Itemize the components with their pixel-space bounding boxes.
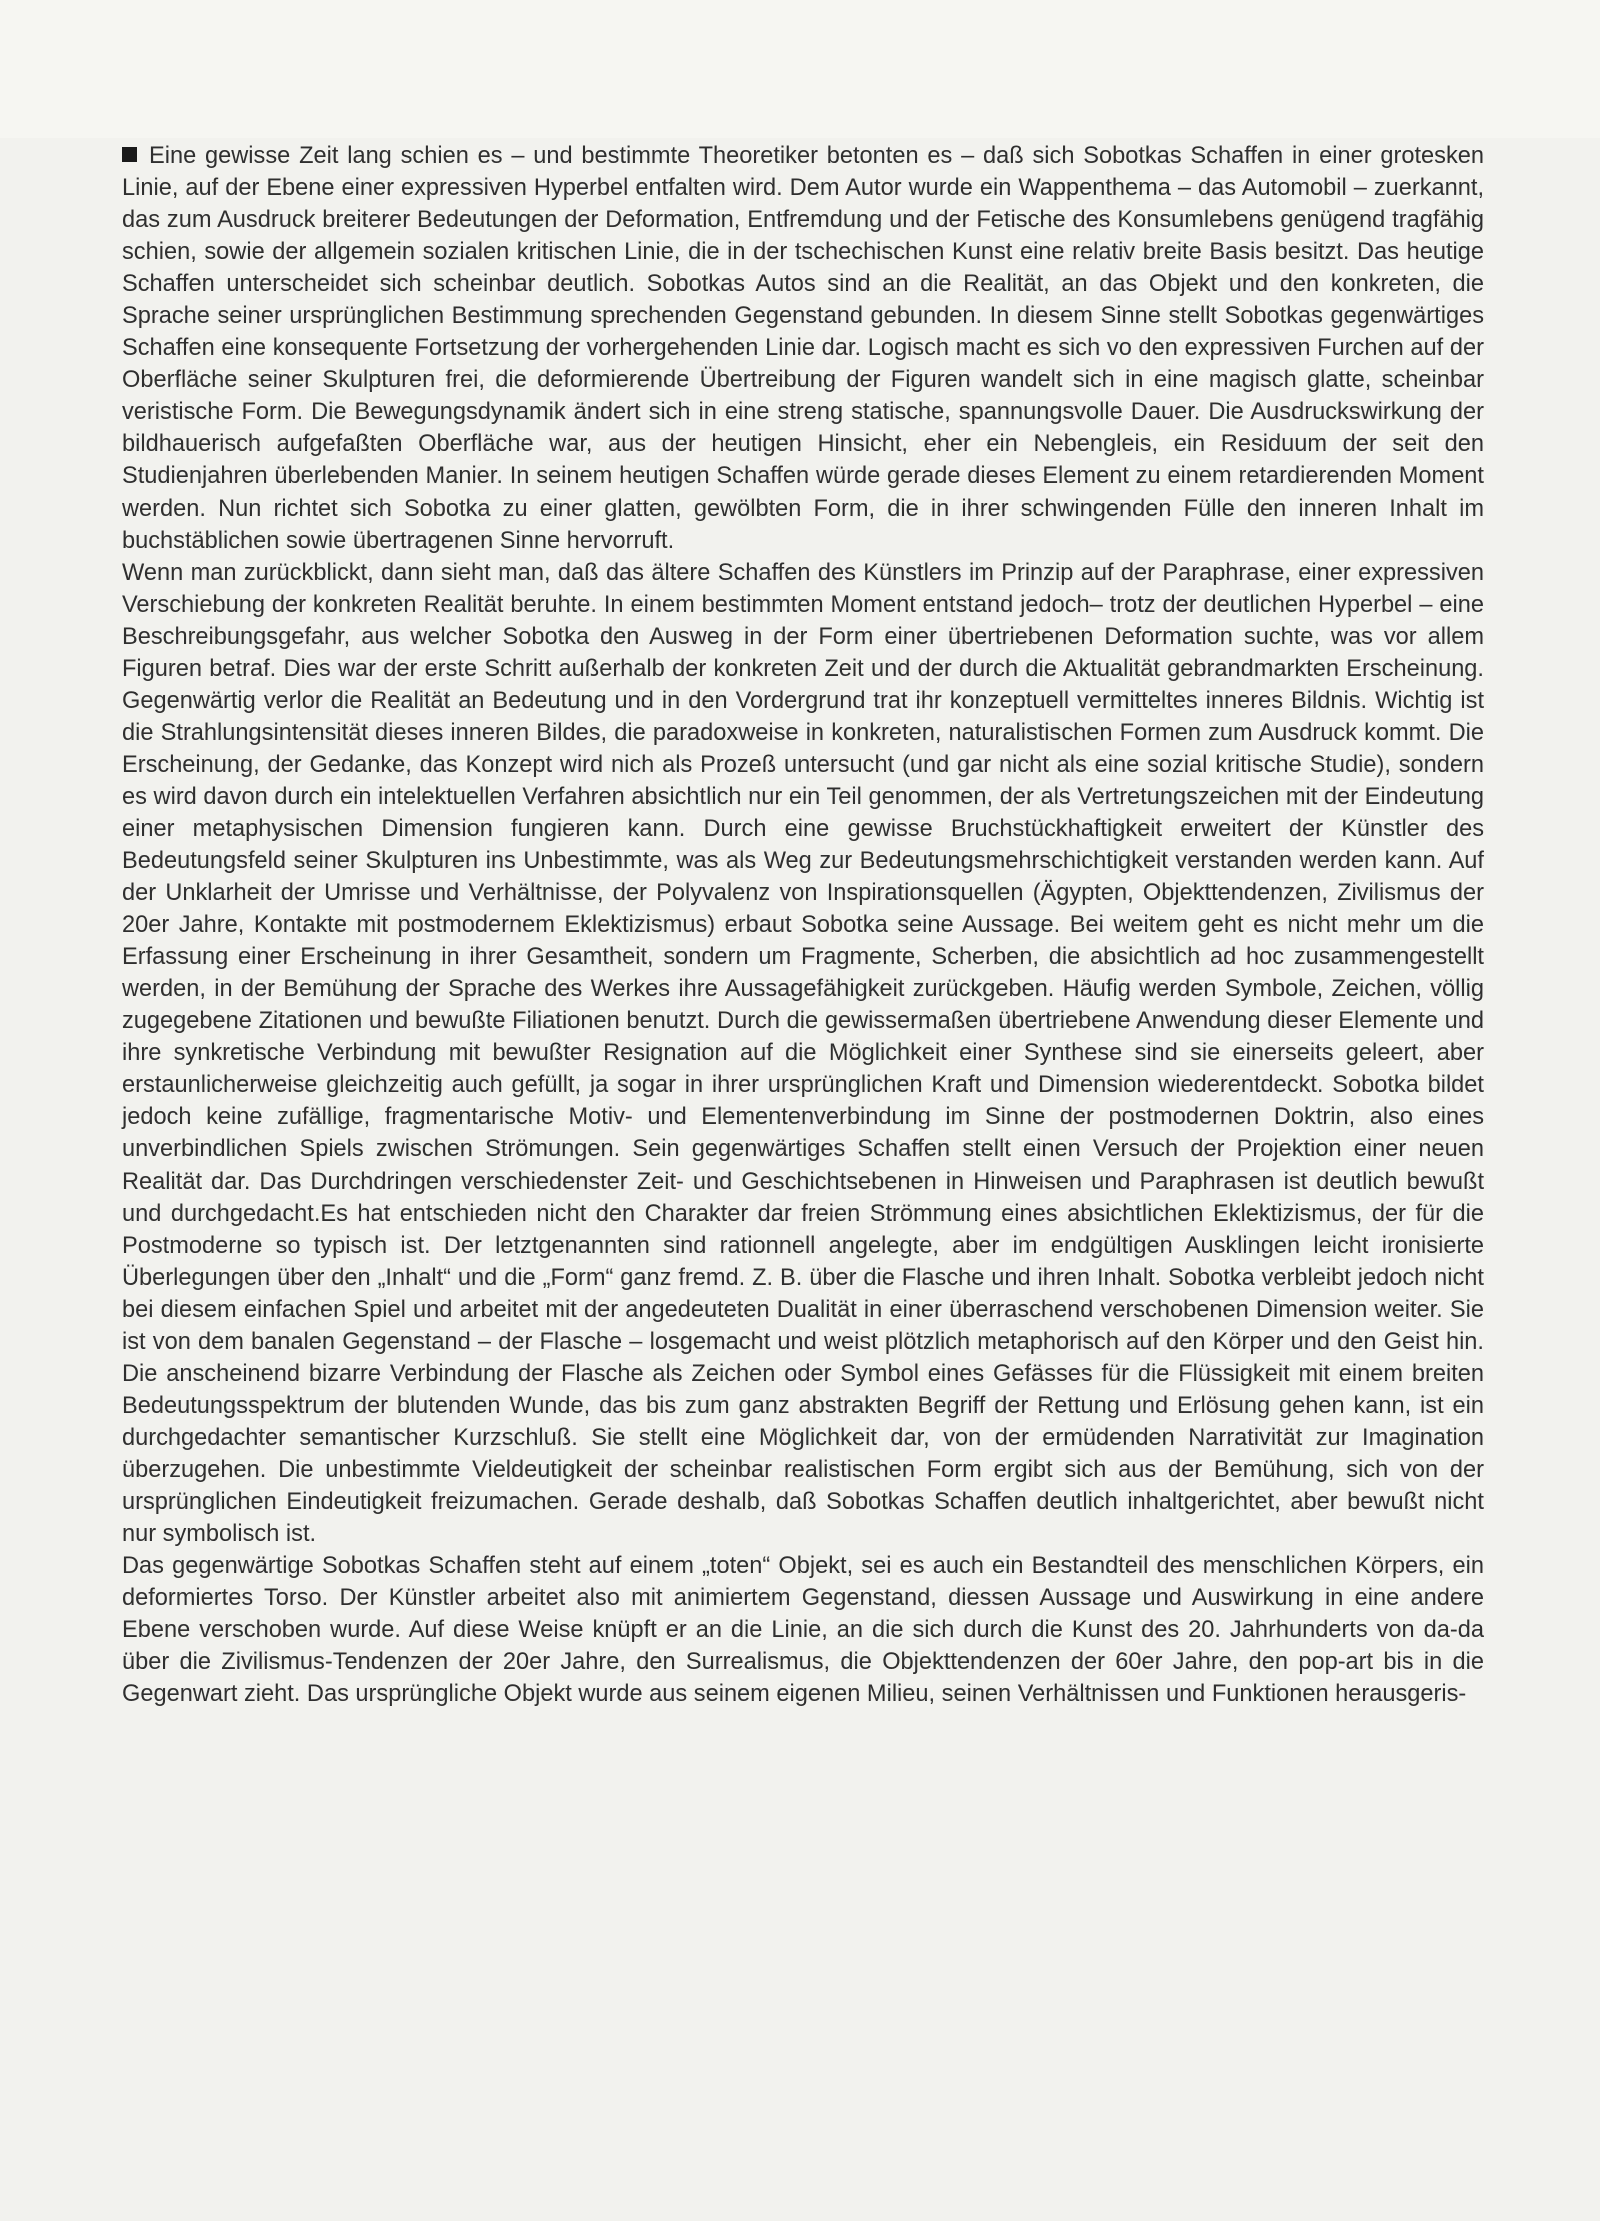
paragraph-1-text: Eine gewisse Zeit lang schien es – und bestimmte Theoretiker betonten es – daß sich Sobotkas Schaffen in einer grotesken Linie, auf der Ebene einer expressiven Hyperbel entfalten wird. Dem Autor wurde ein Wappenthema – das Automobil – zuerkannt, das zum Ausdruck breiterer Bedeutungen der Deformation, Entfremdung und der Fetische des Konsumlebens genügend tragfähig schien, sowie der allgemein sozialen kritischen Linie, die in der tschechischen Kunst eine relativ breite Basis besitzt. Das heutige Schaffen unterscheidet sich scheinbar deutlich. Sobotkas Autos sind an die Realität, an das Objekt und den konkreten, die Sprache seiner ursprünglichen Bestimmung sprechenden Gegenstand gebunden. In diesem Sinne stellt Sobotkas gegenwärtiges Schaffen eine konsequente Fortsetzung der vorhergehenden Linie dar. Logisch macht es sich vo den expressiven Furchen auf der Oberfläche seiner Skulpturen frei, die deformierende Übertreibung der Figuren wandelt sich in eine magisch glatte, scheinbar veristische Form. Die Bewegungsdynamik ändert sich in eine streng statische, spannungsvolle Dauer. Die Ausdruckswirkung der bildhauerisch aufgefaßten Oberfläche war, aus der heutigen Hinsicht, eher ein Nebengleis, ein Residuum der seit den Studienjahren überlebenden Manier. In seinem heutigen Schaffen würde gerade dieses Element zu einem retardierenden Moment werden. Nun richtet sich Sobotka zu einer glatten, gewölbten Form, die in ihrer schwingenden Fülle den inneren Inhalt im buchstäblichen sowie übertragenen Sinne hervorruft. [122,143,1484,554]
article-body [122,140,1484,1710]
square-bullet-icon [122,147,137,162]
paragraph-2: Wenn man zurückblickt, dann sieht man, daß das ältere Schaffen des Künstlers im Prinzip auf der Paraphrase, einer expressiven Verschiebung der konkreten Realität beruhte. In einem bestimmten Moment entstand jedoch– trotz der deutlichen Hyperbel – eine Beschreibungsgefahr, aus welcher Sobotka den Ausweg in der Form einer übertriebenen Deformation suchte, was vor allem Figuren betraf. Dies war der erste Schritt außerhalb der konkreten Zeit und der durch die Aktualität gebrandmarkten Erscheinung. Gegenwärtig verlor die Realität an Bedeutung und in den Vordergrund trat ihr konzeptuell vermitteltes inneres Bildnis. Wichtig ist die Strahlungsintensität dieses inneren Bildes, die paradoxweise in konkreten, naturalistischen Formen zum Ausdruck kommt. Die Erscheinung, der Gedanke, das Konzept wird nich als Prozeß untersucht (und gar nicht als eine sozial kritische Studie), sondern es wird davon durch ein intelektuellen Verfahren absichtlich nur ein Teil genommen, der als Vertretungszeichen mit der Eindeutung einer metaphysischen Dimension fungieren kann. Durch eine gewisse Bruchstückhaftigkeit erweitert der Künstler des Bedeutungsfeld seiner Skulpturen ins Unbestimmte, was als Weg zur Bedeutungsmehrschichtigkeit verstanden werden kann. Auf der Unklarheit der Umrisse und Verhältnisse, der Polyvalenz von Inspirationsquellen (Ägypten, Objekttendenzen, Zivilismus der 20er Jahre, Kontakte mit postmodernem Eklektizismus) erbaut Sobotka seine Aussage. Bei weitem geht es nicht mehr um die Erfassung einer Erscheinung in ihrer Gesamtheit, sondern um Fragmente, Scherben, die absichtlich ad hoc zusammengestellt werden, in der Bemühung der Sprache des Werkes ihre Aussagefähigkeit zurückgeben. Häufig werden Symbole, Zeichen, völlig zugegebene Zitationen und bewußte Filiationen benutzt. Durch die gewissermaßen übertriebene Anwendung dieser Elemente und ihre synkretische Verbindung mit bewußter Resignation auf die Möglichkeit einer Synthese sind sie einerseits geleert, aber erstaunlicherweise gleichzeitig auch gefüllt, ja sogar in ihrer ursprünglichen Kraft und Dimension wiederentdeckt. Sobotka bildet jedoch keine zufällige, fragmentarische Motiv- und Elementenverbindung im Sinne der postmodernen Doktrin, also eines unverbindlichen Spiels zwischen Strömungen. Sein gegenwärtiges Schaffen stellt einen Versuch der Projektion einer neuen Realität dar. Das Durchdringen verschiedenster Zeit- und Geschichtsebenen in Hinweisen und Paraphrasen ist deutlich bewußt und durchgedacht.Es hat entschieden nicht den Charakter dar freien Strömmung eines absichtlichen Eklektizismus, der für die Postmoderne so typisch ist. Der letztgenannten sind rationnell angelegte, aber im endgültigen Ausklingen leicht ironisierte Überlegungen über den „Inhalt“ und die „Form“ ganz fremd. Z. B. über die Flasche und ihren Inhalt. Sobotka verbleibt jedoch nicht bei diesem einfachen Spiel und arbeitet mit der angedeuteten Dualität in einer überraschend verschobenen Dimension weiter. Sie ist von dem banalen Gegenstand – der Flasche – losgemacht und weist plötzlich metaphorisch auf den Körper und den Geist hin. Die anscheinend bizarre Verbindung der Flasche als Zeichen oder Symbol eines Gefässes für die Flüssigkeit mit einem breiten Bedeutungsspektrum der blutenden Wunde, das bis zum ganz abstrakten Begriff der Rettung und Erlösung gehen kann, ist ein durchgedachter semantischer Kurzschluß. Sie stellt eine Möglichkeit dar, von der ermüdenden Narrativität zur Imagination überzugehen. Die unbestimmte Vieldeutigkeit der scheinbar realistischen Form ergibt sich aus der Bemühung, sich von der ursprünglichen Eindeutigkeit freizumachen. Gerade deshalb, daß Sobotkas Schaffen deutlich inhaltgerichtet, aber bewußt nicht nur symbolisch ist. [122,559,1484,1548]
paragraph-1 [122,140,1484,557]
paragraph-3: Das gegenwärtige Sobotkas Schaffen steht auf einem „toten“ Objekt, sei es auch ein Bestandteil des menschlichen Körpers, ein deformiertes Torso. Der Künstler arbeitet also mit animiertem Gegenstand, diessen Aussage und Auswirkung in eine andere Ebene verschoben wurde. Auf diese Weise knüpft er an die Linie, an die sich durch die Kunst des 20. Jahrhunderts von da-da über die Zivilismus-Tendenzen der 20er Jahre, den Surrealismus, die Objekttendenzen der 60er Jahre, den pop-art bis in die Gegenwart zieht. Das ursprüngliche Objekt wurde aus seinem eigenen Milieu, seinen Verhältnissen und Funktionen herausgeris- [122,1553,1484,1708]
